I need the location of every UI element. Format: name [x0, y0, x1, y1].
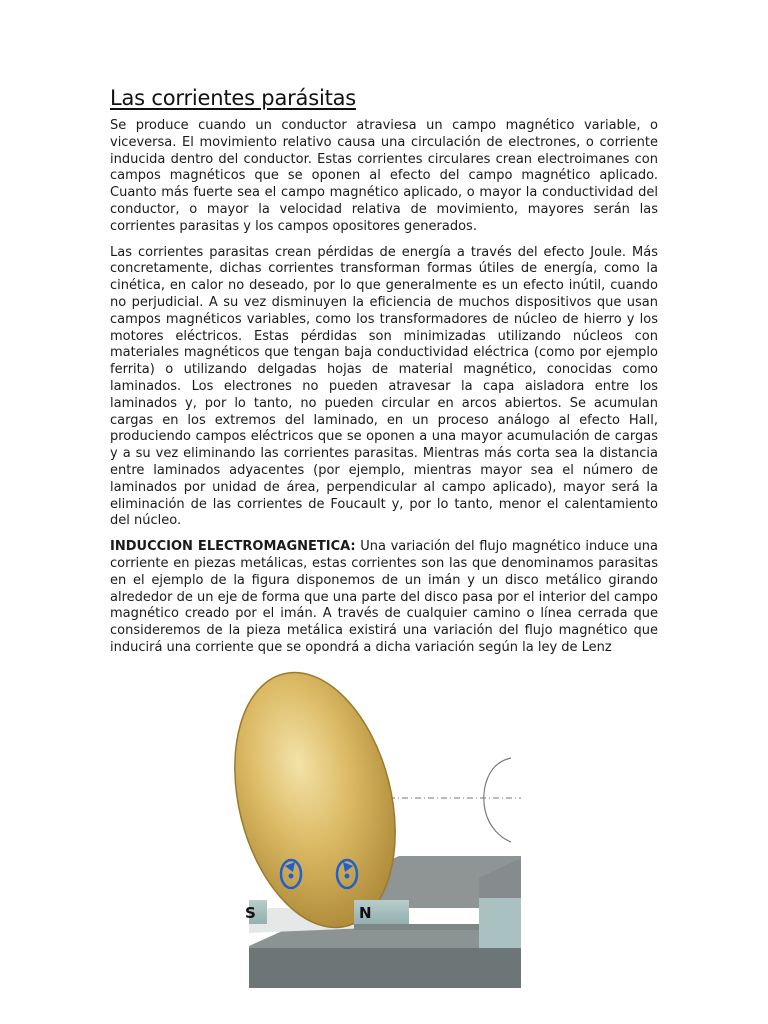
page-title: Las corrientes parásitas: [110, 86, 357, 110]
north-pole-label: N: [359, 904, 372, 922]
paragraph-losses: Las corrientes parasitas crean pérdidas de energía a través del efecto Joule. Más concretamente, dichas corrientes transforman formas útiles de energía, como la cinética, en calor no deseado, por lo que generalmente es un efecto inútil, cuando no perjudicial. A su vez disminuyen la eficiencia de muchos dispositivos que usan campos magnéticos variables, como los transformadores de núcleo de hierro y los motores eléctricos. Estas pérdidas son minimizadas utilizando núcleos con materiales magnéticos que tengan baja conductividad eléctrica (como por ejemplo ferrita) o utilizando delgadas hojas de material magnético, conocidas como laminados. Los electrones no pueden atravesar la capa aisladora entre los laminados y, por lo tanto, no pueden circular en arcos abiertos. Se acumulan cargas en los extremos del laminado, en un proceso análogo al efecto Hall, produciendo campos eléctricos que se oponen a una mayor acumulación de cargas y a su vez eliminando las corrientes parasitas. Mientras más corta sea la distancia entre laminados adyacentes (por ejemplo, mientras mayor sea el número de laminados por unidad de área, perpendicular al campo aplicado), mayor será la eliminación de las corrientes de Foucault y, por lo tanto, menor el calentamiento del núcleo.: [110, 244, 658, 529]
induction-text: Una variación del flujo magnético induce una corriente en piezas metálicas, estas corrientes son las que denominamos parasitas en el ejemplo de la figura disponemos de un imán y un disco metálico girando alrededor de un eje de forma que una parte del disco pasa por el interior del campo magnético creado por el imán. A través de cualquier camino o línea cerrada que consideremos de la pieza metálica existirá una variación del flujo magnético que inducirá una corriente que se opondrá a dicha variación según la ley de Lenz: [110, 539, 658, 655]
paragraph-intro: Se produce cuando un conductor atraviesa un campo magnético variable, o viceversa. El movimiento relativo causa una circulación de electrones, o corriente inducida dentro del conductor. Estas corrientes circulares crean electroimanes con campos magnéticos que se oponen al efecto del campo magnético aplicado. Cuanto más fuerte sea el campo magnético aplicado, o mayor la conductividad del conductor, o mayor la velocidad relativa de movimiento, mayores serán las corrientes parasitas y los campos opositores generados.: [110, 118, 658, 234]
document-page: [110, 86, 658, 666]
eddy-current-illustration: [245, 718, 521, 988]
paragraph-induction: [110, 539, 658, 657]
induction-heading: INDUCCION ELECTROMAGNETICA:: [110, 539, 356, 555]
magnet-front-lower: [354, 924, 479, 930]
magnet-bottom: [249, 948, 521, 988]
eddy-current-figure: [245, 718, 521, 988]
south-pole-label: S: [245, 904, 256, 922]
disc-back-edge: [484, 758, 511, 842]
